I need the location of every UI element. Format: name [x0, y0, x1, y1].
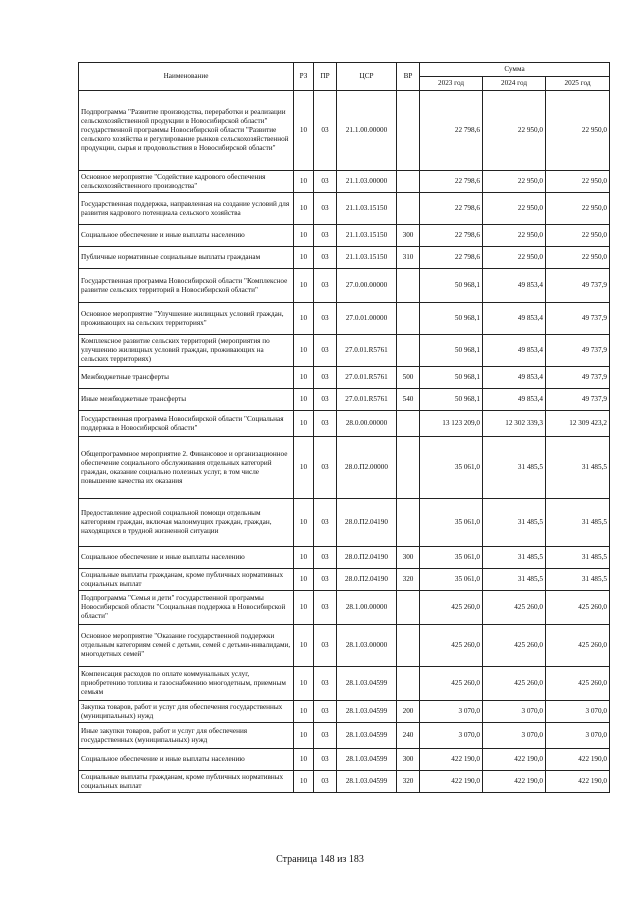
row-csr: 28.1.03.04599 [337, 701, 397, 723]
row-vr: 320 [397, 771, 420, 793]
row-name: Государственная программа Новосибирской области "Комплексное развитие сельских территорий в Новосибирской области" [79, 269, 294, 303]
row-sum-2023: 3 070,0 [420, 723, 483, 749]
row-rz: 10 [294, 225, 314, 247]
row-sum-2023: 425 260,0 [420, 667, 483, 701]
row-sum-2024: 31 485,5 [483, 499, 546, 547]
row-sum-2024: 425 260,0 [483, 591, 546, 625]
row-name: Межбюджетные трансферты [79, 367, 294, 389]
row-sum-2025: 31 485,5 [546, 499, 610, 547]
row-vr [397, 91, 420, 171]
row-vr: 310 [397, 247, 420, 269]
row-sum-2024: 49 853,4 [483, 389, 546, 411]
row-sum-2025: 422 190,0 [546, 771, 610, 793]
row-csr: 28.1.03.00000 [337, 625, 397, 667]
row-csr: 27.0.00.00000 [337, 269, 397, 303]
row-sum-2025: 12 309 423,2 [546, 411, 610, 437]
row-rz: 10 [294, 625, 314, 667]
row-rz: 10 [294, 723, 314, 749]
row-sum-2024: 31 485,5 [483, 569, 546, 591]
row-vr: 300 [397, 547, 420, 569]
row-pr: 03 [314, 389, 337, 411]
row-pr: 03 [314, 367, 337, 389]
table-row [79, 591, 610, 625]
row-sum-2023: 422 190,0 [420, 749, 483, 771]
row-pr: 03 [314, 193, 337, 225]
row-csr: 28.0.00.00000 [337, 411, 397, 437]
header-vr: ВР [397, 63, 420, 91]
row-rz: 10 [294, 91, 314, 171]
row-pr: 03 [314, 499, 337, 547]
row-csr: 28.1.03.04599 [337, 723, 397, 749]
table-row [79, 171, 610, 193]
row-sum-2023: 35 061,0 [420, 547, 483, 569]
row-csr: 27.0.01.R5761 [337, 367, 397, 389]
row-name: Общепрограммное мероприятие 2. Финансовое и организационное обеспечение социального обслуживания отдельных категорий граждан, оказание социально полезных услуг, в том числе повышение качества их оказания [79, 437, 294, 499]
table-row [79, 389, 610, 411]
row-pr: 03 [314, 335, 337, 367]
row-csr: 28.0.П2.04190 [337, 547, 397, 569]
row-pr: 03 [314, 247, 337, 269]
row-pr: 03 [314, 749, 337, 771]
row-csr: 21.1.00.00000 [337, 91, 397, 171]
row-sum-2024: 425 260,0 [483, 667, 546, 701]
row-sum-2024: 49 853,4 [483, 303, 546, 335]
row-csr: 28.0.П2.04190 [337, 569, 397, 591]
row-sum-2023: 22 798,6 [420, 247, 483, 269]
row-name: Социальное обеспечение и иные выплаты населению [79, 225, 294, 247]
row-sum-2024: 49 853,4 [483, 269, 546, 303]
row-sum-2025: 49 737,9 [546, 303, 610, 335]
row-sum-2023: 22 798,6 [420, 171, 483, 193]
table-row [79, 303, 610, 335]
row-sum-2025: 425 260,0 [546, 625, 610, 667]
row-sum-2024: 3 070,0 [483, 701, 546, 723]
row-name: Социальные выплаты гражданам, кроме публичных нормативных социальных выплат [79, 771, 294, 793]
row-sum-2023: 50 968,1 [420, 269, 483, 303]
row-sum-2025: 49 737,9 [546, 335, 610, 367]
row-sum-2024: 31 485,5 [483, 547, 546, 569]
row-name: Государственная программа Новосибирской области "Социальная поддержка в Новосибирской области" [79, 411, 294, 437]
table-row [79, 269, 610, 303]
row-name: Предоставление адресной социальной помощи отдельным категориям граждан, включая малоимущих граждан, граждан, находящихся в трудной жизненной ситуации [79, 499, 294, 547]
row-rz: 10 [294, 569, 314, 591]
row-sum-2024: 425 260,0 [483, 625, 546, 667]
row-vr [397, 625, 420, 667]
row-csr: 28.1.03.04599 [337, 749, 397, 771]
table-row [79, 193, 610, 225]
row-rz: 10 [294, 303, 314, 335]
row-vr: 300 [397, 749, 420, 771]
row-sum-2023: 35 061,0 [420, 437, 483, 499]
row-vr [397, 411, 420, 437]
row-vr [397, 171, 420, 193]
row-rz: 10 [294, 499, 314, 547]
row-name: Подпрограмма "Семья и дети" государственной программы Новосибирской области "Социальная поддержка в Новосибирской области" [79, 591, 294, 625]
row-vr [397, 437, 420, 499]
row-pr: 03 [314, 303, 337, 335]
row-sum-2025: 425 260,0 [546, 591, 610, 625]
row-name: Закупка товаров, работ и услуг для обеспечения государственных (муниципальных) нужд [79, 701, 294, 723]
table-row [79, 247, 610, 269]
row-sum-2023: 425 260,0 [420, 591, 483, 625]
row-vr [397, 269, 420, 303]
row-sum-2025: 22 950,0 [546, 225, 610, 247]
row-vr: 240 [397, 723, 420, 749]
row-sum-2025: 49 737,9 [546, 367, 610, 389]
row-pr: 03 [314, 723, 337, 749]
row-rz: 10 [294, 547, 314, 569]
table-row [79, 411, 610, 437]
row-sum-2024: 22 950,0 [483, 193, 546, 225]
table-row [79, 771, 610, 793]
table-row [79, 547, 610, 569]
header-rz: РЗ [294, 63, 314, 91]
row-sum-2025: 425 260,0 [546, 667, 610, 701]
row-sum-2024: 22 950,0 [483, 225, 546, 247]
row-rz: 10 [294, 247, 314, 269]
table-row [79, 335, 610, 367]
row-rz: 10 [294, 193, 314, 225]
row-sum-2024: 49 853,4 [483, 335, 546, 367]
row-sum-2025: 3 070,0 [546, 701, 610, 723]
row-pr: 03 [314, 411, 337, 437]
row-rz: 10 [294, 389, 314, 411]
header-csr: ЦСР [337, 63, 397, 91]
row-csr: 28.1.00.00000 [337, 591, 397, 625]
row-sum-2023: 13 123 209,0 [420, 411, 483, 437]
row-pr: 03 [314, 625, 337, 667]
row-rz: 10 [294, 701, 314, 723]
row-pr: 03 [314, 225, 337, 247]
row-name: Государственная поддержка, направленная на создание условий для развития кадрового потенциала сельского хозяйства [79, 193, 294, 225]
row-vr [397, 193, 420, 225]
header-pr: ПР [314, 63, 337, 91]
row-vr: 320 [397, 569, 420, 591]
row-sum-2023: 425 260,0 [420, 625, 483, 667]
row-sum-2024: 3 070,0 [483, 723, 546, 749]
row-rz: 10 [294, 367, 314, 389]
row-csr: 27.0.01.R5761 [337, 389, 397, 411]
row-vr [397, 499, 420, 547]
row-csr: 27.0.01.R5761 [337, 335, 397, 367]
row-pr: 03 [314, 591, 337, 625]
row-rz: 10 [294, 269, 314, 303]
row-vr [397, 335, 420, 367]
row-pr: 03 [314, 547, 337, 569]
row-sum-2023: 50 968,1 [420, 335, 483, 367]
row-pr: 03 [314, 701, 337, 723]
row-sum-2024: 22 950,0 [483, 247, 546, 269]
page-footer: Страница 148 из 183 [276, 854, 364, 865]
row-vr [397, 303, 420, 335]
row-rz: 10 [294, 667, 314, 701]
row-vr [397, 667, 420, 701]
row-sum-2023: 50 968,1 [420, 367, 483, 389]
row-csr: 21.1.03.15150 [337, 225, 397, 247]
row-rz: 10 [294, 437, 314, 499]
row-sum-2025: 49 737,9 [546, 389, 610, 411]
header-year-2024: 2024 год [483, 77, 546, 91]
row-name: Подпрограмма "Развитие производства, переработки и реализации сельскохозяйственной продукции в Новосибирской области" государственной программы Новосибирской области "Развитие сельского хозяйства и регулирование рынков сельскохозяйственной продукции, сырья и продовольствия в Новосибирской области" [79, 91, 294, 171]
row-name: Социальные выплаты гражданам, кроме публичных нормативных социальных выплат [79, 569, 294, 591]
table-row [79, 367, 610, 389]
row-sum-2024: 22 950,0 [483, 91, 546, 171]
header-year-2023: 2023 год [420, 77, 483, 91]
table-row [79, 701, 610, 723]
row-vr: 200 [397, 701, 420, 723]
row-rz: 10 [294, 335, 314, 367]
row-rz: 10 [294, 171, 314, 193]
row-sum-2025: 22 950,0 [546, 247, 610, 269]
table-row [79, 749, 610, 771]
row-sum-2025: 422 190,0 [546, 749, 610, 771]
row-name: Основное мероприятие "Улучшение жилищных условий граждан, проживающих на сельских территориях" [79, 303, 294, 335]
table-row [79, 225, 610, 247]
row-pr: 03 [314, 269, 337, 303]
row-sum-2023: 22 798,6 [420, 91, 483, 171]
header-name: Наименование [79, 63, 294, 91]
row-name: Социальное обеспечение и иные выплаты населению [79, 547, 294, 569]
row-sum-2025: 31 485,5 [546, 569, 610, 591]
row-sum-2025: 22 950,0 [546, 193, 610, 225]
row-sum-2024: 422 190,0 [483, 749, 546, 771]
row-sum-2024: 22 950,0 [483, 171, 546, 193]
table-row [79, 499, 610, 547]
table-row [79, 625, 610, 667]
row-csr: 28.0.П2.00000 [337, 437, 397, 499]
row-sum-2023: 50 968,1 [420, 303, 483, 335]
row-sum-2025: 49 737,9 [546, 269, 610, 303]
row-sum-2023: 50 968,1 [420, 389, 483, 411]
row-csr: 21.1.03.15150 [337, 247, 397, 269]
header-year-2025: 2025 год [546, 77, 610, 91]
row-vr: 540 [397, 389, 420, 411]
row-name: Публичные нормативные социальные выплаты гражданам [79, 247, 294, 269]
row-pr: 03 [314, 437, 337, 499]
row-csr: 27.0.01.00000 [337, 303, 397, 335]
row-csr: 21.1.03.00000 [337, 171, 397, 193]
row-pr: 03 [314, 569, 337, 591]
row-sum-2025: 22 950,0 [546, 91, 610, 171]
row-sum-2023: 3 070,0 [420, 701, 483, 723]
row-sum-2024: 49 853,4 [483, 367, 546, 389]
row-rz: 10 [294, 771, 314, 793]
row-sum-2023: 22 798,6 [420, 225, 483, 247]
row-vr: 500 [397, 367, 420, 389]
row-sum-2023: 22 798,6 [420, 193, 483, 225]
row-name: Компенсация расходов по оплате коммунальных услуг, приобретению топлива и газоснабжению многодетным, приемным семьям [79, 667, 294, 701]
row-rz: 10 [294, 411, 314, 437]
row-csr: 21.1.03.15150 [337, 193, 397, 225]
row-sum-2025: 31 485,5 [546, 547, 610, 569]
row-sum-2024: 31 485,5 [483, 437, 546, 499]
row-name: Иные межбюджетные трансферты [79, 389, 294, 411]
row-sum-2023: 422 190,0 [420, 771, 483, 793]
row-csr: 28.1.03.04599 [337, 667, 397, 701]
row-name: Основное мероприятие "Содействие кадрового обеспечения сельскохозяйственного производства" [79, 171, 294, 193]
table-row [79, 569, 610, 591]
row-vr: 300 [397, 225, 420, 247]
row-sum-2025: 3 070,0 [546, 723, 610, 749]
row-csr: 28.1.03.04599 [337, 771, 397, 793]
row-pr: 03 [314, 667, 337, 701]
table-row [79, 667, 610, 701]
table-row [79, 91, 610, 171]
row-name: Комплексное развитие сельских территорий (мероприятия по улучшению жилищных условий граждан, проживающих на сельских территориях) [79, 335, 294, 367]
row-sum-2023: 35 061,0 [420, 569, 483, 591]
row-sum-2024: 422 190,0 [483, 771, 546, 793]
row-name: Иные закупки товаров, работ и услуг для обеспечения государственных (муниципальных) нужд [79, 723, 294, 749]
row-csr: 28.0.П2.04190 [337, 499, 397, 547]
row-pr: 03 [314, 91, 337, 171]
header-sum: Сумма [420, 63, 610, 77]
budget-table [78, 62, 610, 793]
row-sum-2023: 35 061,0 [420, 499, 483, 547]
row-pr: 03 [314, 171, 337, 193]
row-sum-2025: 31 485,5 [546, 437, 610, 499]
row-rz: 10 [294, 749, 314, 771]
row-name: Основное мероприятие "Оказание государственной поддержки отдельным категориям семей с детьми, семей с детьми-инвалидами, многодетных семей" [79, 625, 294, 667]
row-pr: 03 [314, 771, 337, 793]
row-vr [397, 591, 420, 625]
row-name: Социальное обеспечение и иные выплаты населению [79, 749, 294, 771]
row-sum-2024: 12 302 339,3 [483, 411, 546, 437]
row-sum-2025: 22 950,0 [546, 171, 610, 193]
row-rz: 10 [294, 591, 314, 625]
table-row [79, 723, 610, 749]
table-row [79, 437, 610, 499]
